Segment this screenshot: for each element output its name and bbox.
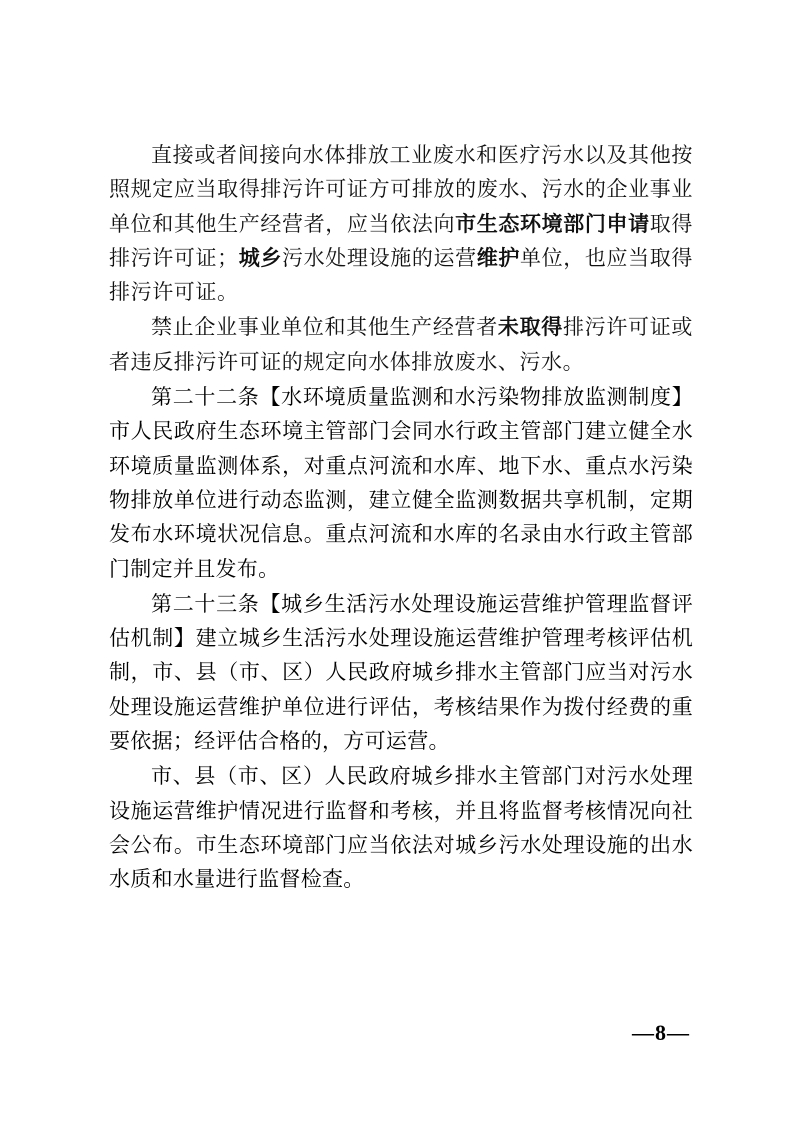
document-body	[109, 138, 693, 897]
text-segment: 直接或者间接向水体排放工业废水和医疗污水以及其他按照规定应当取得排污许可证方可排放的废水、污水的企业事业单位和其他生产经营者，应当依法向	[109, 143, 693, 236]
text-segment: 禁止企业事业单位和其他生产经营者	[151, 315, 498, 340]
text-segment: 单位，也应当取得排污许可证。	[109, 245, 693, 305]
text-segment: 排污许可证或者违反排污许可证的规定向水体排放废水、污水。	[109, 315, 693, 374]
text-segment-emphasis: 市生态环境部门申请	[455, 211, 650, 236]
paragraph-supervision: 市、县（市、区）人民政府城乡排水主管部门对污水处理设施运营维护情况进行监督和考核，并且将监督考核情况向社会公布。市生态环境部门应当依法对城乡污水处理设施的出水水质和水量进行监督检查。	[109, 764, 693, 892]
text-segment: 取得排污许可证；	[109, 211, 693, 270]
text-segment-emphasis: 城乡	[238, 245, 283, 270]
page-number: —8—	[632, 1020, 690, 1045]
paragraph-sewage-permit	[109, 138, 693, 309]
paragraph-article-22: 第二十二条【水环境质量监测和水污染物排放监测制度】市人民政府生态环境主管部门会同水行政主管部门建立健全水环境质量监测体系，对重点河流和水库、地下水、重点水污染物排放单位进行动态监测，建立健全监测数据共享机制，定期发布水环境状况信息。重点河流和水库的名录由水行政主管部门制定并且发布。	[109, 385, 693, 581]
paragraph-prohibition	[109, 310, 693, 379]
paragraph-article-23: 第二十三条【城乡生活污水处理设施运营维护管理监督评估机制】建立城乡生活污水处理设施运营维护管理考核评估机制，市、县（市、区）人民政府城乡排水主管部门应当对污水处理设施运营维护单位进行评估，考核结果作为拨付经费的重要依据；经评估合格的，方可运营。	[109, 591, 693, 754]
text-segment-emphasis: 未取得	[497, 315, 563, 340]
text-segment-emphasis: 维护	[476, 245, 520, 270]
text-segment: 污水处理设施的运营	[282, 245, 477, 270]
